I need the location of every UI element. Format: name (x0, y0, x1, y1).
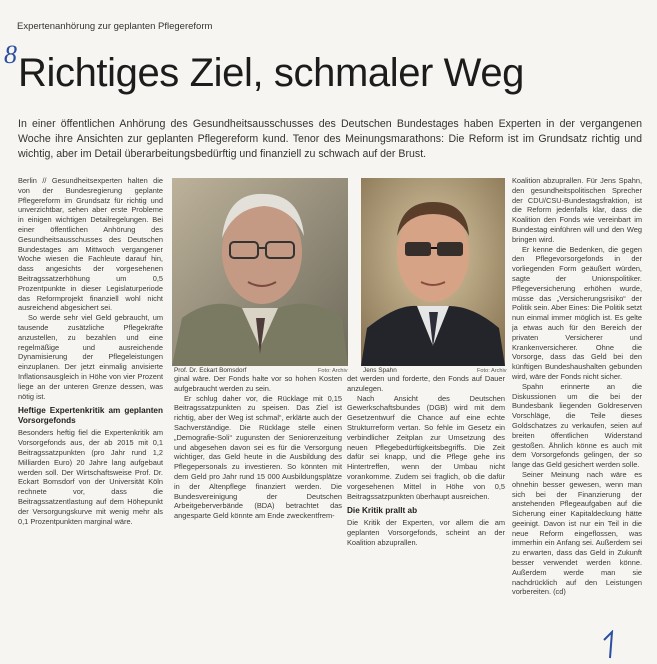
portrait-image (361, 178, 505, 366)
photo-caption: Prof. Dr. Eckart Bomsdorf (174, 367, 247, 374)
article-column-3 (347, 374, 505, 656)
headline: Richtiges Ziel, schmaler Weg (18, 51, 525, 95)
handwritten-stroke-icon (600, 630, 620, 660)
paragraph: Er kenne die Bedenken, die gegen den Pflegevorsorgefonds in der vorliegenden Form geäußert würden, sagte der Unionspolitiker. Pflegeversicherung erhöhen wurde, müsse das „Versicherungsrisiko“ der Politik sein. Aber Eines: Die Politik setzt nun einmal immer möglich ist. Es gelte ja etwas auch für den Bereich der privaten Versicherer und Krankenversicherer. Ohne die Vorsorge, dass das Geld bei den künftigen Bundeshaushalten gebunden wird, wäre der Fonds nicht sicher. (512, 244, 642, 381)
photo-spahn (361, 178, 505, 366)
intro-text: In einer öffentlichen Anhörung des Gesundheitsausschusses des Deutschen Bundestages haben Experten in der vergangenen Woche ihre Ansichten zur geplanten Pflegereform kund. Tenor des Meinungsmarathons: Die Reform ist im Grundsatz richtig und wichtig, aber im Detail überarbeitungsbedürftig und finanziell zu schwach auf der Brust. (18, 118, 642, 160)
paragraph: Koalition abzuprallen. Für Jens Spahn, den gesundheitspolitischen Sprecher der CDU/CSU-Bundestagsfraktion, ist die Reform jedenfalls klar, dass die Koalition den Fonds wie vereinbart im Bundestag einführen will und den Weg bringen wird. (512, 176, 642, 244)
portrait-image (172, 178, 348, 366)
subheading: Die Kritik prallt ab (347, 506, 418, 516)
kicker: Expertenanhörung zur geplanten Pflegereform (17, 21, 213, 32)
photo-credit: Foto: Archiv (477, 368, 507, 374)
article-column-4 (512, 176, 642, 656)
paragraph: Seiner Meinung nach wäre es ohnehin besser gewesen, wenn man sich bei der Finanzierung der anstehenden Pflegeaufgaben auf die Sicherung einer Kapitaldeckung hätte geeinigt. Davon ist nur ein Teil in die neue Reform eingeflossen, was immerhin ein Anfang sei. Außerdem sei zu erwarten, dass das Geld in Zukunft besser verwendet werden könne. Außerdem werde man sie nachdrücklich auf den Leistungen vorbereiten. (cd) (512, 469, 642, 597)
paragraph: Die Kritik der Experten, vor allem die am geplanten Vorsorgefonds, scheint an der Koalition abzuprallen. (347, 518, 505, 547)
paragraph: Er schlug daher vor, die Rücklage mit 0,15 Beitragssatzpunkten zu speisen. Das Ziel ist richtig, aber der Weg ist schmal“, erklärte auch der Sachverständige. Die Rücklage stelle einen „Demografie-Soli“ zugunsten der Seniorenzeitung und abgesehen davon sei es für die Versorgung wichtiger, das Geld heute in die Ausbildung des Pflegepersonals zu investieren. So könnten mit dem Geld pro Jahr rund 15 000 Ausbildungsplätze in der Altenpflege finanziert werden. Die Bundesvereinigung der Deutschen Arbeitgeberverbände (BDA) betrachtet das angesparte Geld könnte am Ende zweckentfrem- (174, 393, 342, 521)
paragraph: Besonders heftig fiel die Expertenkritik am Vorsorgefonds aus, der ab 2015 mit 0,1 Beitragssatzpunkten (pro Jahr rund 1,2 Milliarden Euro) 20 Jahre lang aufgebaut werden soll. Der Wirtschaftsweise Prof. Dr. Eckart Bomsdorf von der Universität Köln rechnete vor, dass die Beitragssatzentlastung auf dem Höhepunkt der Versorgungskurve mit wenig mehr als 0,1 Prozentpunkten marginal wäre. (18, 428, 163, 526)
paragraph: Spahn erinnerte an die Diskussionen um die bei der Bundesbank liegenden Goldreserven Vorschläge, die Teile dieses Goldschatzes zu verkaufen, seien auf breiten öffentlichen Widerstand gestoßen. Ähnlich könne es auch mit dem Vorsorgefonds gelingen, der so lange das Geld gesichert werden solle. (512, 381, 642, 470)
handwritten-margin-mark: 8 (4, 40, 17, 69)
photo-caption: Jens Spahn (363, 367, 397, 374)
article-column-2 (174, 374, 342, 656)
paragraph: Nach Ansicht des Deutschen Gewerkschaftsbundes (DGB) wird mit dem Gesetzentwurf die Chance auf eine echte Strukturreform vertan. So fehle im Gesetz ein verbindlicher Zeitplan zur Umsetzung des neuen Pflegebedürftigkeitsbegriffs. Die Zeit dafür sei knapp, und die Pflege gehe ins Hintertreffen, wenn der Umbau nicht vorankomme. Zudem sei fraglich, ob die dafür vorgesehenen Mittel in Höhe von 0,5 Beitragssatzpunkten überhaupt ausreichen. (347, 393, 505, 501)
paragraph: ginal wäre. Der Fonds halte vor so hohen Kosten aufgebraucht werden zu sein. (174, 374, 342, 393)
photo-credit: Foto: Archiv (318, 368, 348, 374)
paragraph: Berlin // Gesundheitsexperten halten die von der Bundesregierung geplante Pflegereform im Grundsatz für richtig und unverzichtbar, sehen aber erste Probleme in einigen wichtigen Detailregelungen. Bei einer öffentlichen Anhörung des Gesundheitsausschusses des Deutschen Bundestages am Mittwoch vergangener Woche wiesen die Fachleute darauf hin, dass angesichts der vorgesehenen Beitragssatzerhöhung um 0,5 Prozentpunkte in dieser Legislaturperiode das Reformprojekt finanziell wohl nicht ausreichend abgesichert sei. (18, 176, 163, 313)
photo-bomsdorf (172, 178, 348, 366)
subheading: Heftige Expertenkritik am geplanten Vorsorgefonds (18, 406, 163, 426)
paragraph: So werde sehr viel Geld gebraucht, um tausende zusätzliche Pflegekräfte anzustellen, zu bezahlen und eine regelmäßige und ausreichende Dynamisierung der Pflegeleistungen einzuplanen. Der jetzt einmalig anvisierte Inflationsausgleich in Höhe von vier Prozent liege an der unteren Grenze dessen, was nötig ist. (18, 313, 163, 401)
article-column-1 (18, 176, 163, 654)
paragraph: det werden und forderte, den Fonds auf Dauer anzulegen. (347, 374, 505, 393)
